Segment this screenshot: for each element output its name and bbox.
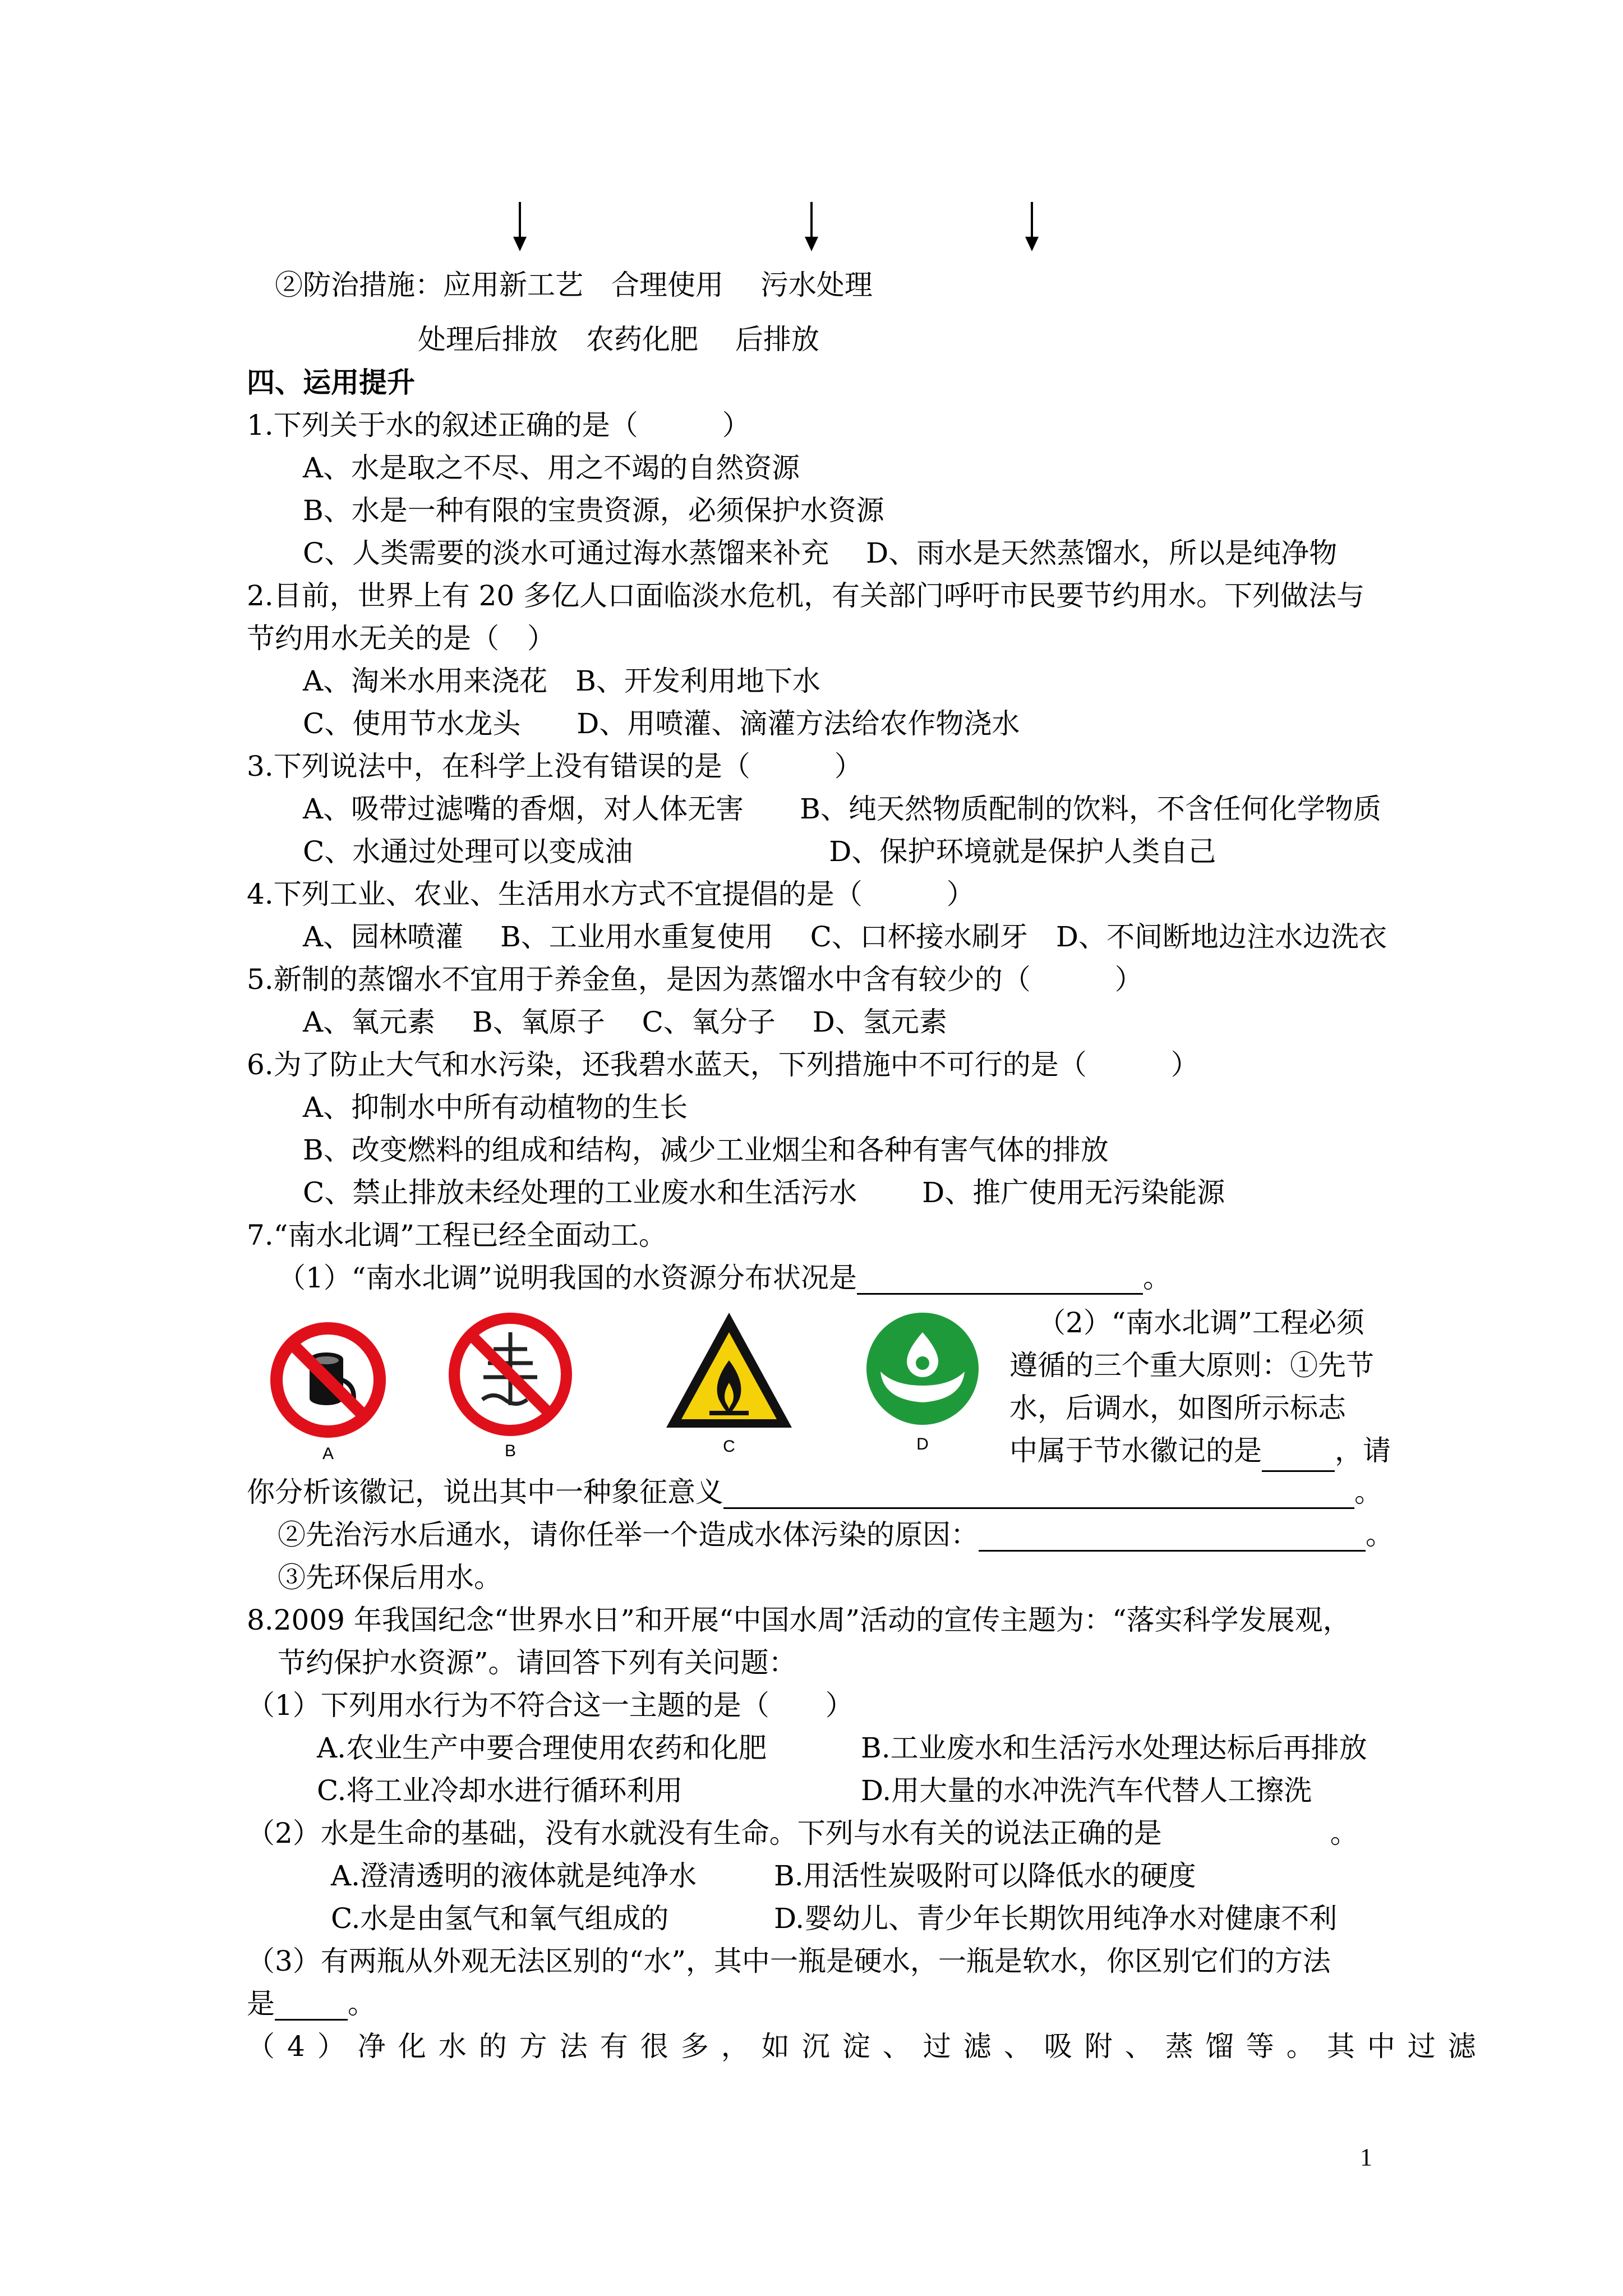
question-1-option-b: B、水是一种有限的宝贵资源，必须保护水资源 — [303, 494, 884, 527]
question-8-stem: 8.2009 年我国纪念“世界水日”和开展“中国水周”活动的宣传主题为：“落实科学发展观， — [247, 1604, 1351, 1636]
question-4-options: A、园林喷灌 B、工业用水重复使用 C、口杯接水刷牙 D、不间断地边注水边洗衣 — [303, 921, 1387, 953]
question-2-stem-cont: 节约用水无关的是（ ） — [247, 622, 555, 655]
question-8-sub-1-option-d: D.用大量的水冲洗汽车代替人工擦洗 — [861, 1774, 1312, 1807]
question-8-sub-2-option-d: D.婴幼儿、青少年长期饮用纯净水对健康不利 — [774, 1902, 1338, 1935]
sign-water-saving-emblem: D — [861, 1307, 984, 1433]
question-2-option-cd: C、使用节水龙头 D、用喷灌、滴灌方法给农作物浇水 — [303, 707, 1020, 740]
page-number: 1 — [1360, 2143, 1372, 2171]
answer-blank[interactable] — [1262, 1443, 1335, 1472]
question-8-stem-cont: 节约保护水资源”。请回答下列有关问题： — [278, 1646, 797, 1679]
down-arrow-icon — [800, 202, 823, 252]
question-7-sub-1: （1）“南水北调”说明我国的水资源分布状况是 。 — [278, 1262, 1171, 1294]
question-1-stem: 1.下列关于水的叙述正确的是（ ） — [247, 409, 750, 441]
question-6-stem: 6.为了防止大气和水污染，还我碧水蓝天，下列措施中不可行的是（ ） — [247, 1048, 1199, 1081]
question-8-sub-1: （1）下列用水行为不符合这一主题的是（ ） — [247, 1689, 854, 1722]
question-8-sub-2: （2）水是生命的基础，没有水就没有生命。下列与水有关的说法正确的是 。 — [247, 1817, 1358, 1849]
question-7-point-3: ③先环保后用水。 — [278, 1561, 502, 1594]
section-title: 四、运用提升 — [247, 366, 415, 399]
measures-line-2: 处理后排放 农药化肥 后排放 — [418, 323, 819, 356]
answer-blank[interactable] — [979, 1523, 1366, 1552]
question-1-option-a: A、水是取之不尽、用之不竭的自然资源 — [303, 452, 800, 484]
question-6-option-b: B、改变燃料的组成和结构，减少工业烟尘和各种有害气体的排放 — [303, 1134, 1109, 1166]
question-3-option-cd: C、水通过处理可以变成油 D、保护环境就是保护人类自己 — [303, 835, 1216, 868]
question-6-option-a: A、抑制水中所有动植物的生长 — [303, 1091, 688, 1124]
answer-blank[interactable] — [723, 1480, 1354, 1509]
question-8-sub-1-option-b: B.工业废水和生活污水处理达标后再排放 — [861, 1732, 1367, 1764]
question-2-option-ab: A、淘米水用来浇花 B、开发利用地下水 — [303, 665, 820, 697]
question-3-stem: 3.下列说法中，在科学上没有错误的是（ ） — [247, 750, 863, 783]
down-arrow-icon — [509, 202, 531, 252]
question-3-option-ab: A、吸带过滤嘴的香烟，对人体无害 B、纯天然物质配制的饮料，不含任何化学物质 — [303, 793, 1381, 825]
question-2-stem: 2.目前，世界上有 20 多亿人口面临淡水危机，有关部门呼吁市民要节约用水。下列做法与 — [247, 579, 1365, 612]
question-8-sub-4: （4）净化水的方法有很多，如沉淀、过滤、吸附、蒸馏等。其中过滤 — [247, 2030, 1488, 2063]
question-6-option-cd: C、禁止排放未经处理的工业废水和生活污水 D、推广使用无污染能源 — [303, 1176, 1225, 1209]
question-7-sub-2-wrap: （2）“南水北调”工程必须 遵循的三个重大原则：①先节 水，后调水，如图所示标志 中属于节水徽记的是 ，请 — [1009, 1301, 1391, 1472]
question-4-stem: 4.下列工业、农业、生活用水方式不宜提倡的是（ ） — [247, 878, 975, 910]
question-7-sub-2-cont: 你分析该徽记，说出其中一种象征意义 。 — [247, 1476, 1382, 1508]
measures-line-1: ②防治措施：应用新工艺 合理使用 污水处理 — [275, 269, 873, 301]
question-8-sub-2-option-b: B.用活性炭吸附可以降低水的硬度 — [774, 1860, 1196, 1892]
answer-blank[interactable] — [857, 1266, 1143, 1295]
sign-no-logging: B — [443, 1307, 578, 1444]
question-5-options: A、氧元素 B、氧原子 C、氧分子 D、氢元素 — [303, 1006, 947, 1038]
question-5-stem: 5.新制的蒸馏水不宜用于养金鱼，是因为蒸馏水中含有较少的（ ） — [247, 963, 1143, 996]
down-arrow-icon — [1021, 202, 1043, 252]
question-8-sub-2-option-a: A.澄清透明的液体就是纯净水 — [331, 1860, 697, 1892]
question-8-sub-1-option-c: C.将工业冷却水进行循环利用 — [317, 1774, 683, 1807]
question-7-stem: 7.“南水北调”工程已经全面动工。 — [247, 1219, 667, 1251]
answer-blank[interactable] — [275, 1992, 348, 2021]
sign-no-oil-drum: A — [264, 1315, 393, 1447]
question-8-sub-2-option-c: C.水是由氢气和氧气组成的 — [331, 1902, 669, 1935]
sub-2-line-4: 中属于节水徽记的是 ，请 — [1009, 1429, 1391, 1472]
question-8-sub-3: （3）有两瓶从外观无法区别的“水”，其中一瓶是硬水，一瓶是软水，你区别它们的方法 — [247, 1945, 1331, 1977]
question-1-option-cd: C、人类需要的淡水可通过海水蒸馏来补充 D、雨水是天然蒸馏水，所以是纯净物 — [303, 537, 1338, 569]
question-8-sub-1-option-a: A.农业生产中要合理使用农药和化肥 — [317, 1732, 767, 1764]
sign-flammable-warning: C — [662, 1307, 796, 1438]
question-7-point-2: ②先治污水后通水，请你任举一个造成水体污染的原因： 。 — [278, 1519, 1394, 1551]
question-8-sub-3-cont: 是 。 — [247, 1987, 376, 2020]
